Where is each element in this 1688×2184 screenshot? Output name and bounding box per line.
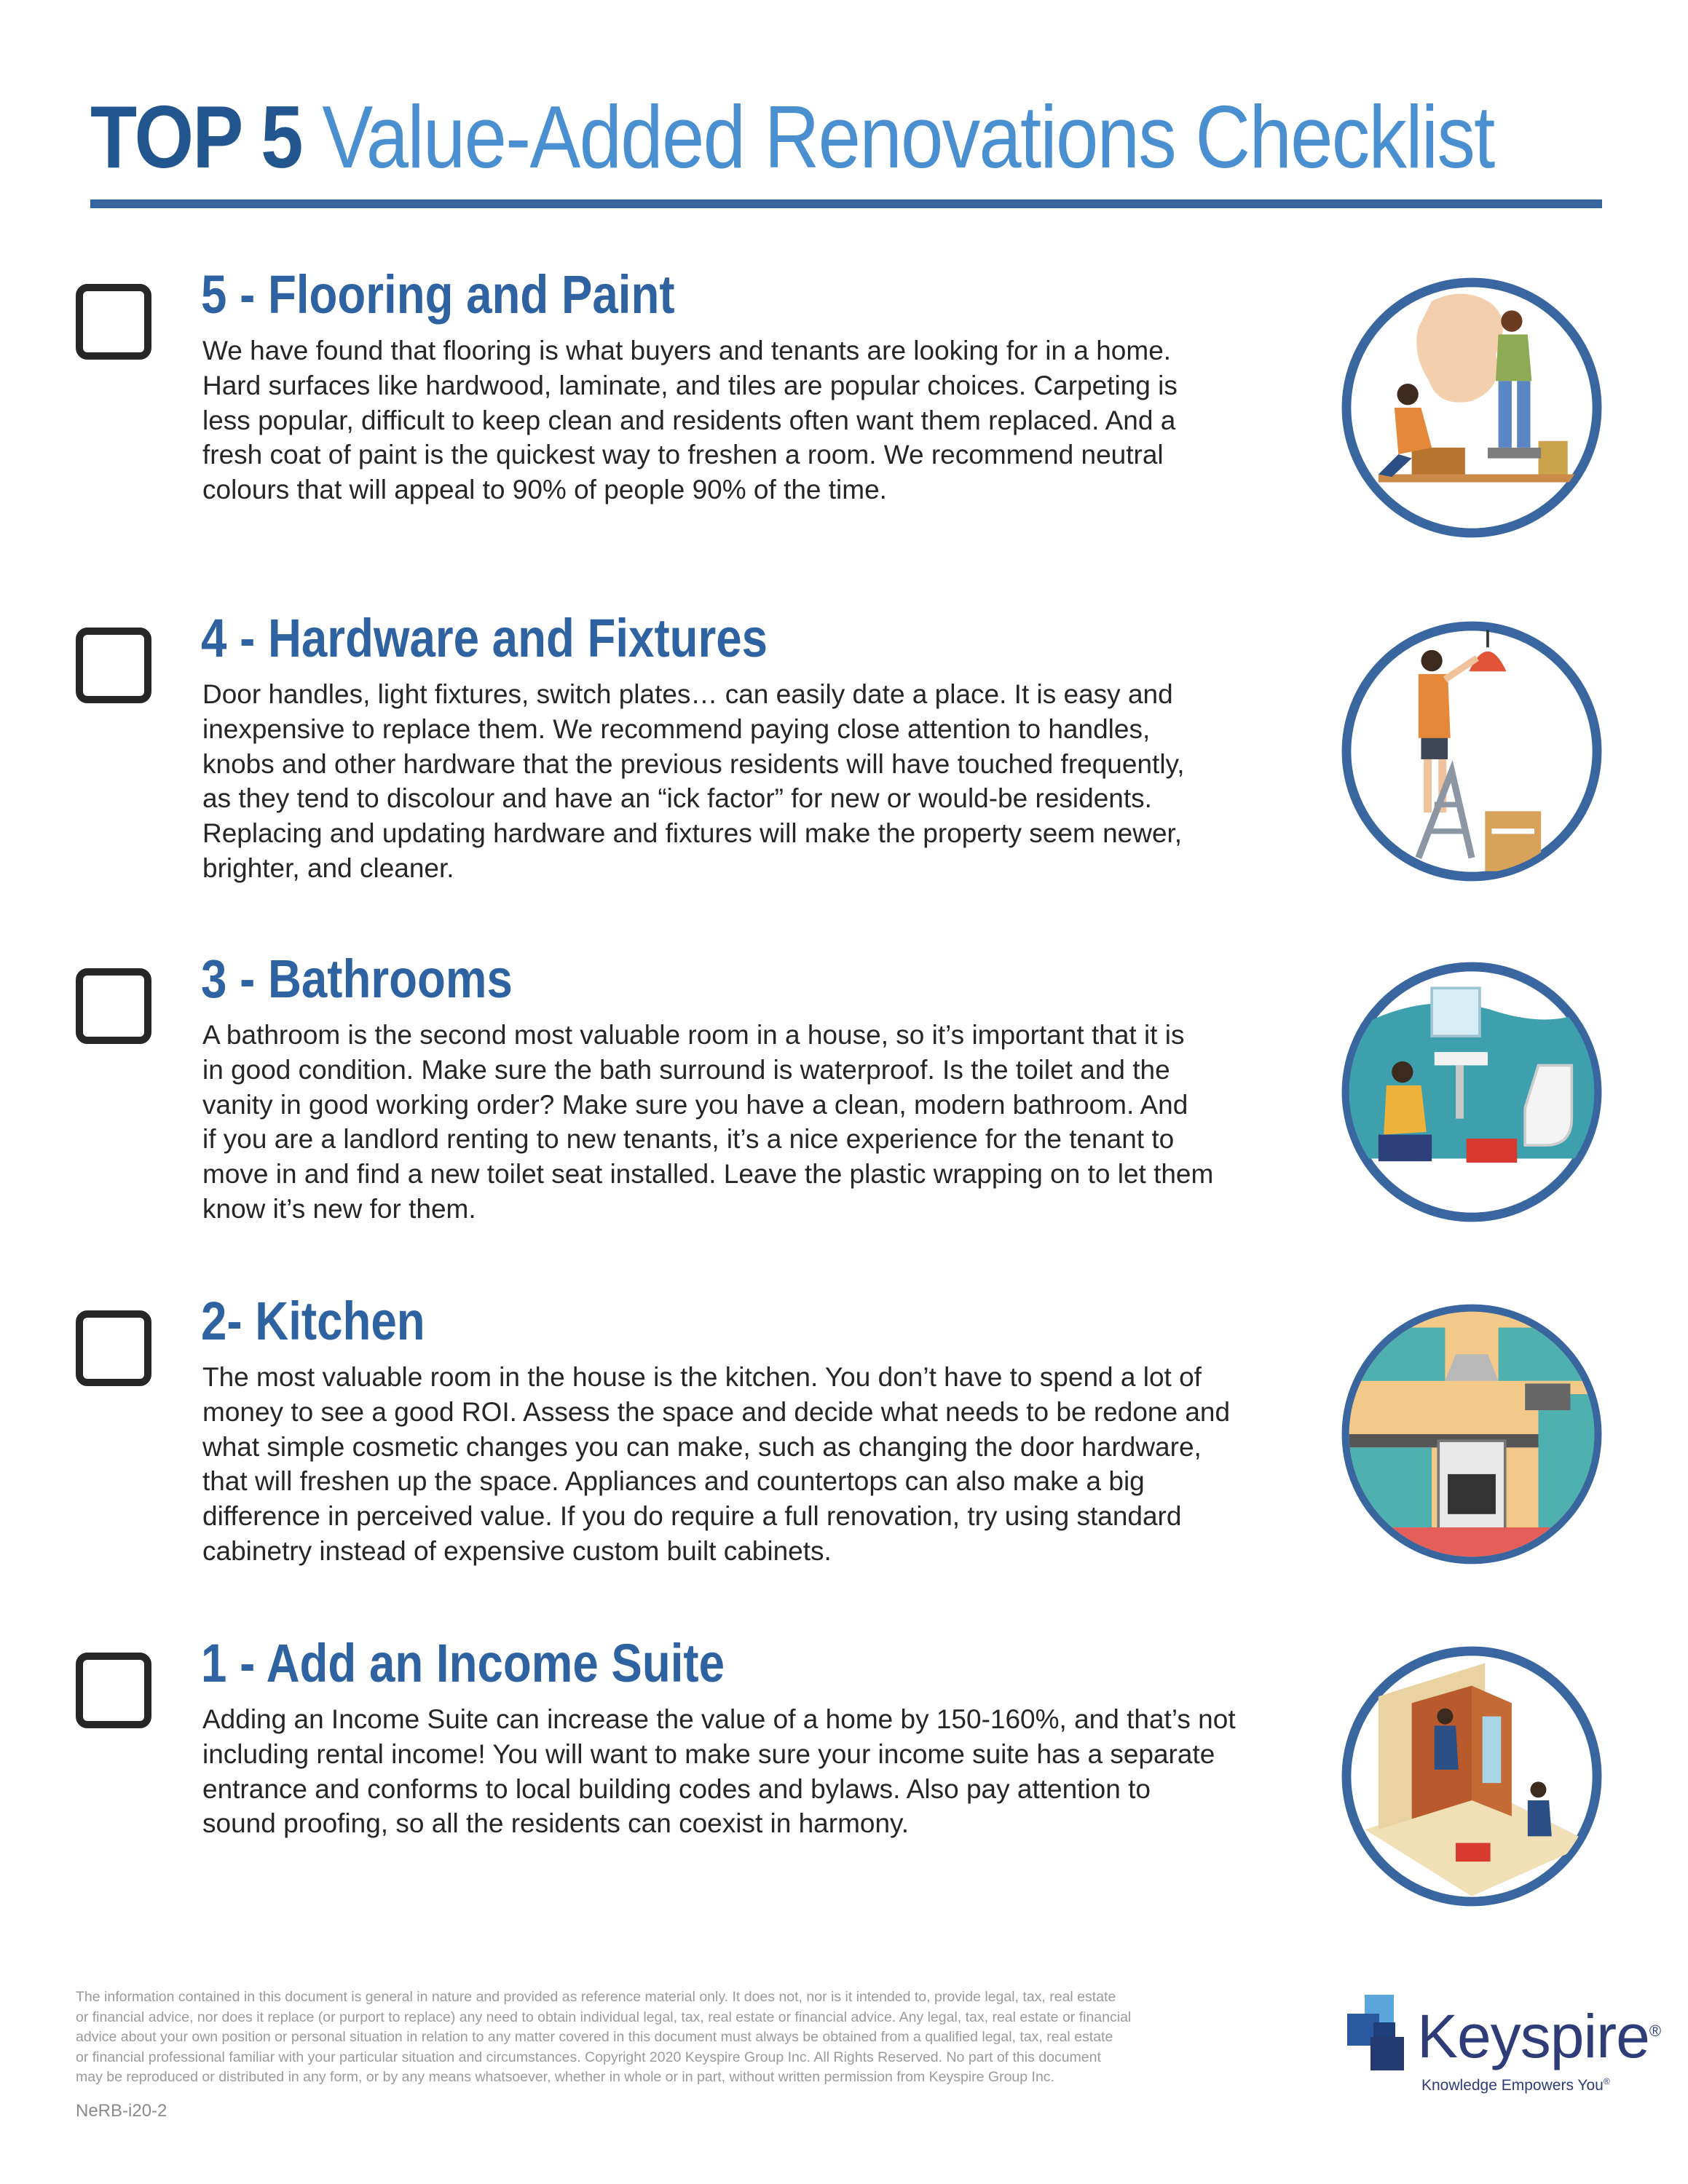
body-line: Replacing and updating hardware and fixtures will make the property seem newer, <box>202 818 1183 849</box>
checklist-item-hardware <box>0 606 1688 911</box>
title-strong: TOP 5 <box>90 87 302 186</box>
body-line: money to see a good ROI. Assess the space and decide what needs to be redone and <box>202 1396 1231 1427</box>
body-line: Hard surfaces like hardwood, laminate, and tiles are popular choices. Carpeting is <box>202 370 1178 400</box>
section-body <box>202 1018 1338 1227</box>
disclaimer-line: advice about your own position or personal situation in relation to any matter covered in this document must always be obtained from a qualified legal, tax, real estate <box>76 2029 1113 2046</box>
checklist-item-bathrooms <box>0 946 1688 1252</box>
section-body <box>202 677 1338 886</box>
kitchen-icon <box>1338 1301 1605 1567</box>
body-line: colours that will appeal to 90% of people 90% of the time. <box>202 475 887 505</box>
checkbox[interactable] <box>76 1653 151 1728</box>
body-line: A bathroom is the second most valuable room in a house, so it’s important that it is <box>202 1020 1185 1050</box>
body-line: knobs and other hardware that the previous residents will have touched frequently, <box>202 748 1185 779</box>
body-line: move in and find a new toilet seat installed. Leave the plastic wrapping on to let them <box>202 1159 1214 1190</box>
disclaimer-line: The information contained in this document is general in nature and provided as reference material only. It does not, nor is it intended to, provide legal, tax, real estate <box>76 1989 1116 2005</box>
section-heading: 4 - Hardware and Fixtures <box>201 608 768 668</box>
logo-wordmark <box>1417 1995 1660 2073</box>
checkbox[interactable] <box>76 628 151 703</box>
disclaimer-line: may be reproduced or distributed in any form, or by any means whatsoever, whether in whole or in part, without written permission from Keyspire Group Inc. <box>76 2069 1054 2086</box>
body-line: cabinetry instead of expensive custom built cabinets. <box>202 1535 832 1566</box>
body-line: entrance and conforms to local building codes and bylaws. Also pay attention to <box>202 1773 1151 1804</box>
body-line: what simple cosmetic changes you can make, such as changing the door hardware, <box>202 1431 1202 1462</box>
bathroom-plumber-icon <box>1338 959 1605 1225</box>
disclaimer-line: or financial professional familiar with your particular situation and circumstances. Copyright 2020 Keyspire Group Inc. All Rights Reserved. No part of this document <box>76 2049 1101 2065</box>
body-line: Adding an Income Suite can increase the value of a home by 150-160%, and that’s not <box>202 1704 1236 1734</box>
section-heading: 5 - Flooring and Paint <box>201 264 675 325</box>
body-line: fresh coat of paint is the quickest way to freshen a room. We recommend neutral <box>202 440 1164 470</box>
section-heading: 1 - Add an Income Suite <box>201 1633 725 1693</box>
section-heading: 3 - Bathrooms <box>201 949 513 1009</box>
section-heading: 2- Kitchen <box>201 1291 425 1351</box>
checklist-item-kitchen <box>0 1289 1688 1594</box>
logo-tagline-text: Knowledge Empowers You <box>1421 2077 1604 2094</box>
logo-tagline <box>1421 2076 1610 2094</box>
painting-flooring-icon <box>1338 274 1605 541</box>
page-title <box>90 86 1494 188</box>
section-body <box>202 1702 1338 1841</box>
body-line: Door handles, light fixtures, switch plates… can easily date a place. It is easy and <box>202 679 1173 709</box>
body-line: know it’s new for them. <box>202 1193 476 1224</box>
checklist-item-income-suite <box>0 1631 1688 1936</box>
checklist-item-flooring <box>0 262 1688 568</box>
body-line: less popular, difficult to keep clean and residents often want them replaced. And a <box>202 405 1176 435</box>
body-line: including rental income! You will want to make sure your income suite has a separate <box>202 1738 1215 1769</box>
legal-disclaimer <box>76 1987 1357 2088</box>
door-installation-icon <box>1338 1643 1605 1910</box>
body-line: vanity in good working order? Make sure you have a clean, modern bathroom. And <box>202 1089 1188 1120</box>
disclaimer-line: or financial advice, nor does it replace (or purport to replace) any need to obtain individual legal, tax, real estate or financial advice. Any legal, tax, real estate or financial <box>76 2009 1132 2025</box>
title-divider <box>90 199 1602 208</box>
section-body <box>202 1360 1338 1569</box>
body-line: inexpensive to replace them. We recommend paying close attention to handles, <box>202 713 1151 744</box>
checkbox[interactable] <box>76 1310 151 1386</box>
body-line: brighter, and cleaner. <box>202 852 454 883</box>
section-body <box>202 333 1338 507</box>
light-fixture-ladder-icon <box>1338 618 1605 885</box>
body-line: as they tend to discolour and have an “ick factor” for new or would-be residents. <box>202 783 1152 814</box>
document-id: NeRB-i20-2 <box>76 2101 167 2121</box>
checkbox[interactable] <box>76 968 151 1044</box>
body-line: that will freshen up the space. Appliances and countertops can also make a big <box>202 1466 1145 1497</box>
logo-registered-mark: ® <box>1649 2022 1661 2040</box>
body-line: difference in perceived value. If you do require a full renovation, try using standard <box>202 1501 1182 1532</box>
body-line: The most valuable room in the house is the kitchen. You don’t have to spend a lot of <box>202 1362 1202 1392</box>
checkbox[interactable] <box>76 284 151 360</box>
title-rest: Value-Added Renovations Checklist <box>322 87 1494 186</box>
body-line: sound proofing, so all the residents can coexist in harmony. <box>202 1808 910 1839</box>
logo-tagline-mark: ® <box>1603 2076 1610 2086</box>
body-line: if you are a landlord renting to new tenants, it’s a nice experience for the tenant to <box>202 1124 1175 1155</box>
body-line: in good condition. Make sure the bath surround is waterproof. Is the toilet and the <box>202 1054 1170 1085</box>
body-line: We have found that flooring is what buyers and tenants are looking for in a home. <box>202 336 1172 365</box>
logo-name: Keyspire <box>1417 2002 1649 2070</box>
